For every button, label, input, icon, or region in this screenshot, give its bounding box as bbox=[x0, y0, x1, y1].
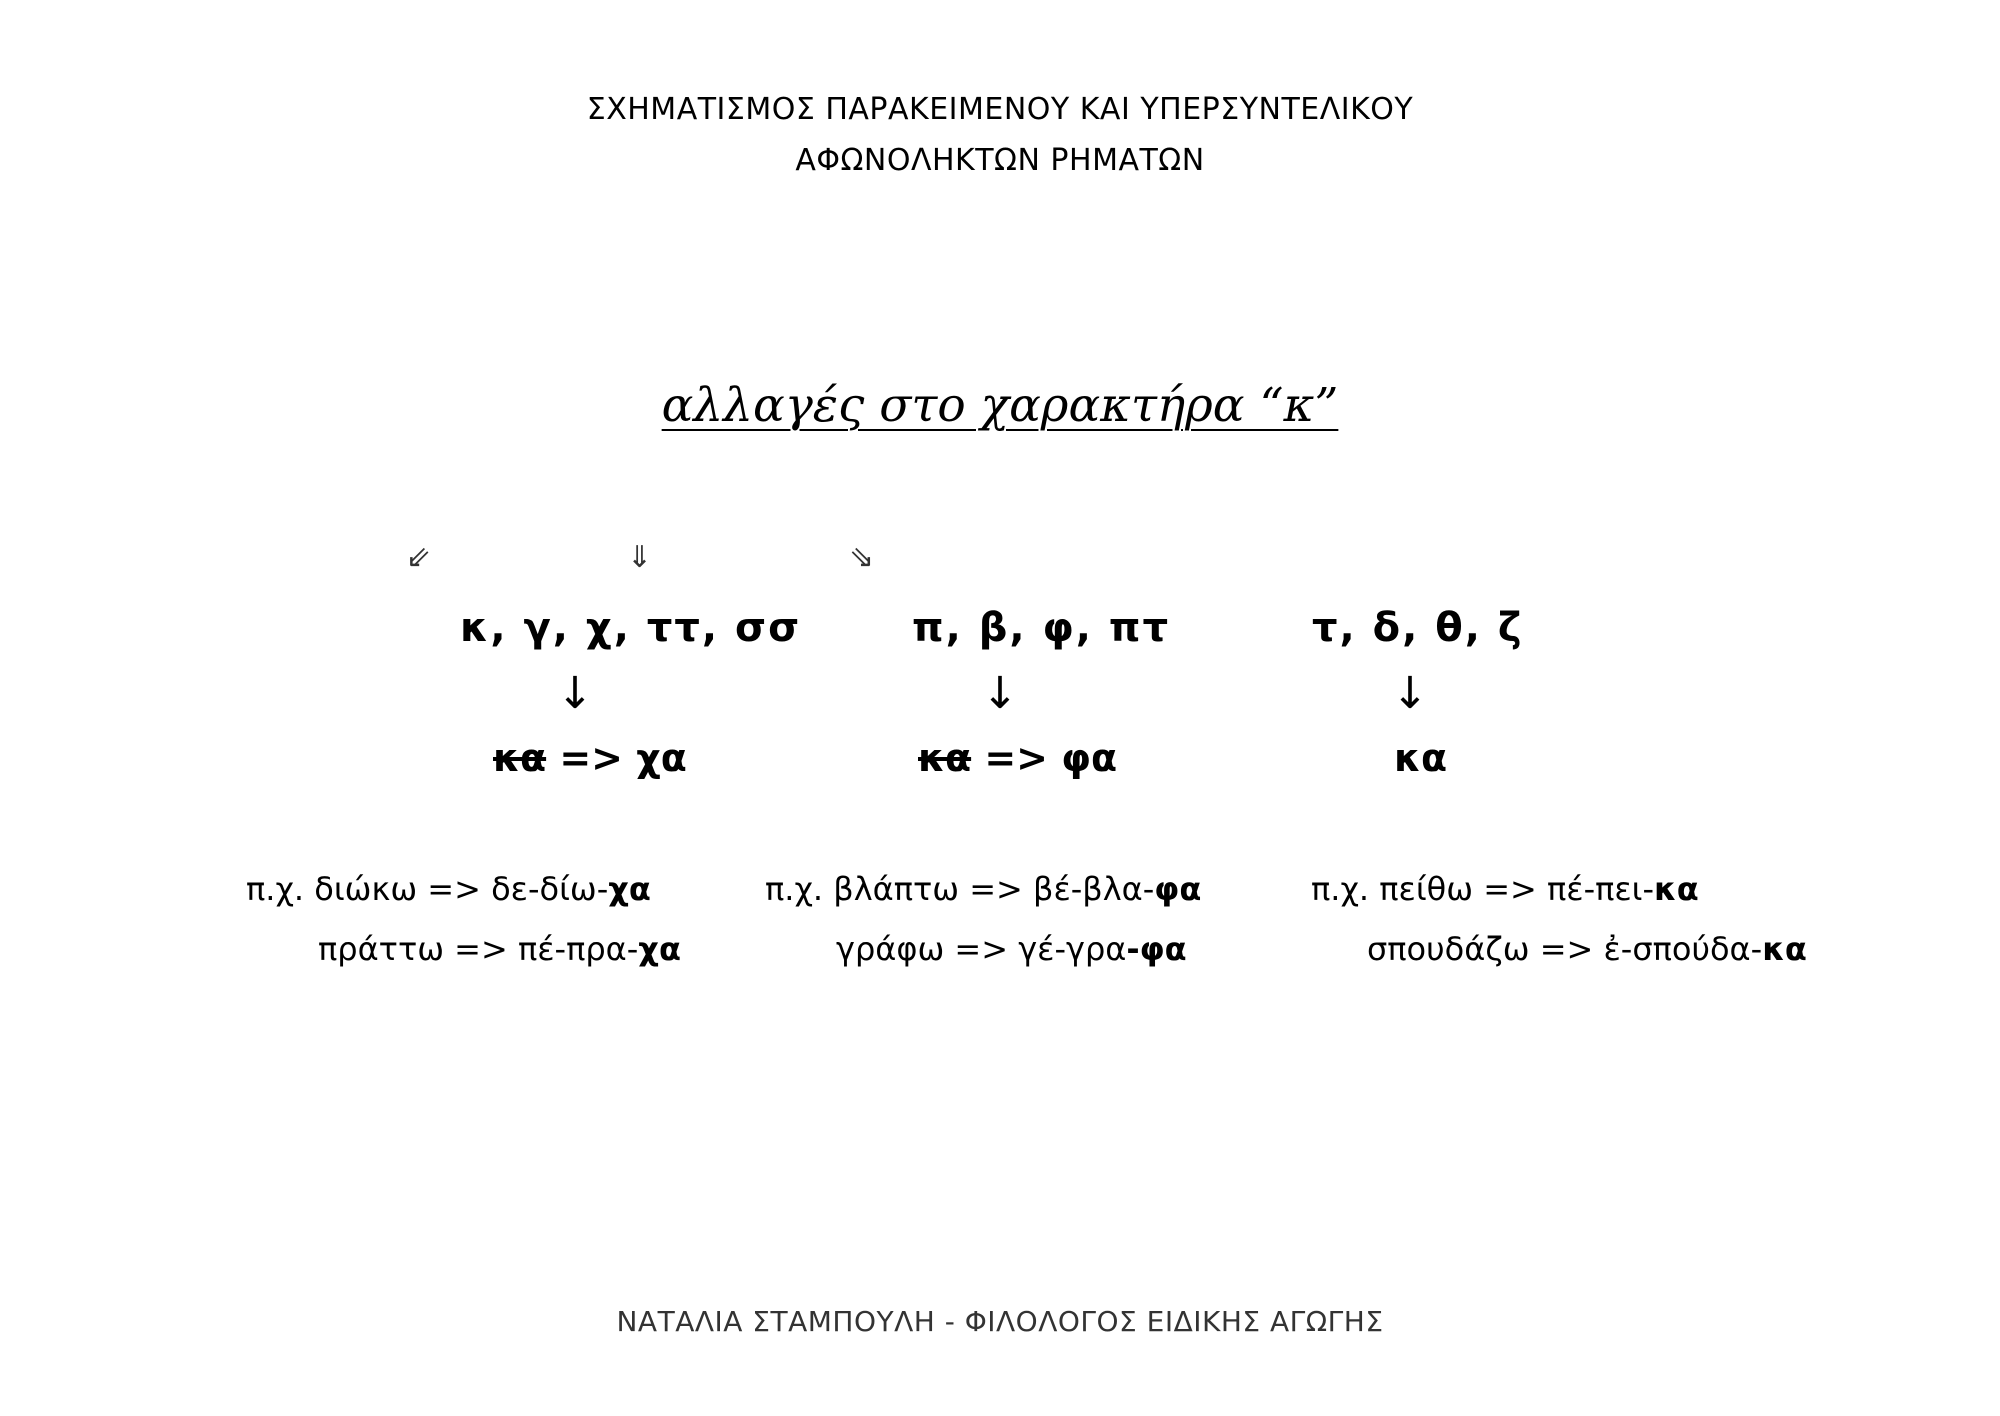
group-3-letters: τ, δ, θ, ζ bbox=[1312, 605, 1524, 651]
example-lead: π.χ. bbox=[246, 870, 315, 908]
example-1-1 bbox=[246, 870, 651, 908]
group-1-letters: κ, γ, χ, ττ, σσ bbox=[460, 605, 802, 651]
group-1-down-arrow-icon: ↓ bbox=[556, 668, 594, 719]
group-1-operator: => bbox=[546, 736, 637, 780]
header-line-2: ΑΦΩΝΟΛΗΚΤΩΝ ΡΗΜΑΤΩΝ bbox=[795, 143, 1205, 178]
example-ending: -φα bbox=[1126, 930, 1187, 968]
page-title: αλλαγές στο χαρακτήρα “κ” bbox=[661, 378, 1339, 433]
example-lead: π.χ. bbox=[1311, 870, 1380, 908]
arrow-double-down-icon: ⇓ bbox=[627, 540, 653, 575]
example-2-1 bbox=[765, 870, 1201, 908]
group-3-down-arrow-icon: ↓ bbox=[1391, 668, 1429, 719]
example-ending: κα bbox=[1762, 930, 1807, 968]
group-1-struck-ending: κα bbox=[493, 736, 547, 780]
group-2-letters: π, β, φ, πτ bbox=[912, 605, 1171, 651]
group-2-down-arrow-icon: ↓ bbox=[981, 668, 1019, 719]
arrow-down-left-icon: ⇙ bbox=[406, 540, 432, 575]
example-base: διώκω => δε-δίω- bbox=[314, 870, 609, 908]
group-2-result bbox=[918, 736, 1117, 780]
example-3-2 bbox=[1367, 930, 1807, 968]
example-base: πείθω => πέ-πει- bbox=[1379, 870, 1655, 908]
group-2-struck-ending: κα bbox=[918, 736, 972, 780]
example-base: πράττω => πέ-πρα- bbox=[318, 930, 639, 968]
group-2-operator: => bbox=[971, 736, 1062, 780]
example-2-2 bbox=[836, 930, 1187, 968]
example-base: γράφω => γέ-γρα bbox=[836, 930, 1127, 968]
example-base: βλάπτω => βέ-βλα- bbox=[833, 870, 1155, 908]
group-3-new-ending: κα bbox=[1394, 736, 1448, 780]
example-lead: π.χ. bbox=[765, 870, 834, 908]
group-3-result bbox=[1394, 736, 1447, 780]
example-ending: κα bbox=[1654, 870, 1699, 908]
group-1-result bbox=[493, 736, 687, 780]
example-ending: χα bbox=[608, 870, 651, 908]
group-2-new-ending: φα bbox=[1061, 736, 1118, 780]
example-1-2 bbox=[318, 930, 681, 968]
header-line-1: ΣΧΗΜΑΤΙΣΜΟΣ ΠΑΡΑΚΕΙΜΕΝΟΥ ΚΑΙ ΥΠΕΡΣΥΝΤΕΛΙΚΟΥ bbox=[586, 92, 1414, 127]
arrow-down-right-icon: ⇘ bbox=[849, 540, 875, 575]
example-base: σπουδάζω => ἐ-σπούδα- bbox=[1367, 930, 1763, 968]
group-1-new-ending: χα bbox=[636, 736, 687, 780]
footer-author: ΝΑΤΑΛΙΑ ΣΤΑΜΠΟΥΛΗ - ΦΙΛΟΛΟΓΟΣ ΕΙΔΙΚΗΣ ΑΓΩΓΗΣ bbox=[616, 1305, 1384, 1338]
example-3-1 bbox=[1311, 870, 1699, 908]
example-ending: φα bbox=[1154, 870, 1202, 908]
example-ending: χα bbox=[638, 930, 681, 968]
